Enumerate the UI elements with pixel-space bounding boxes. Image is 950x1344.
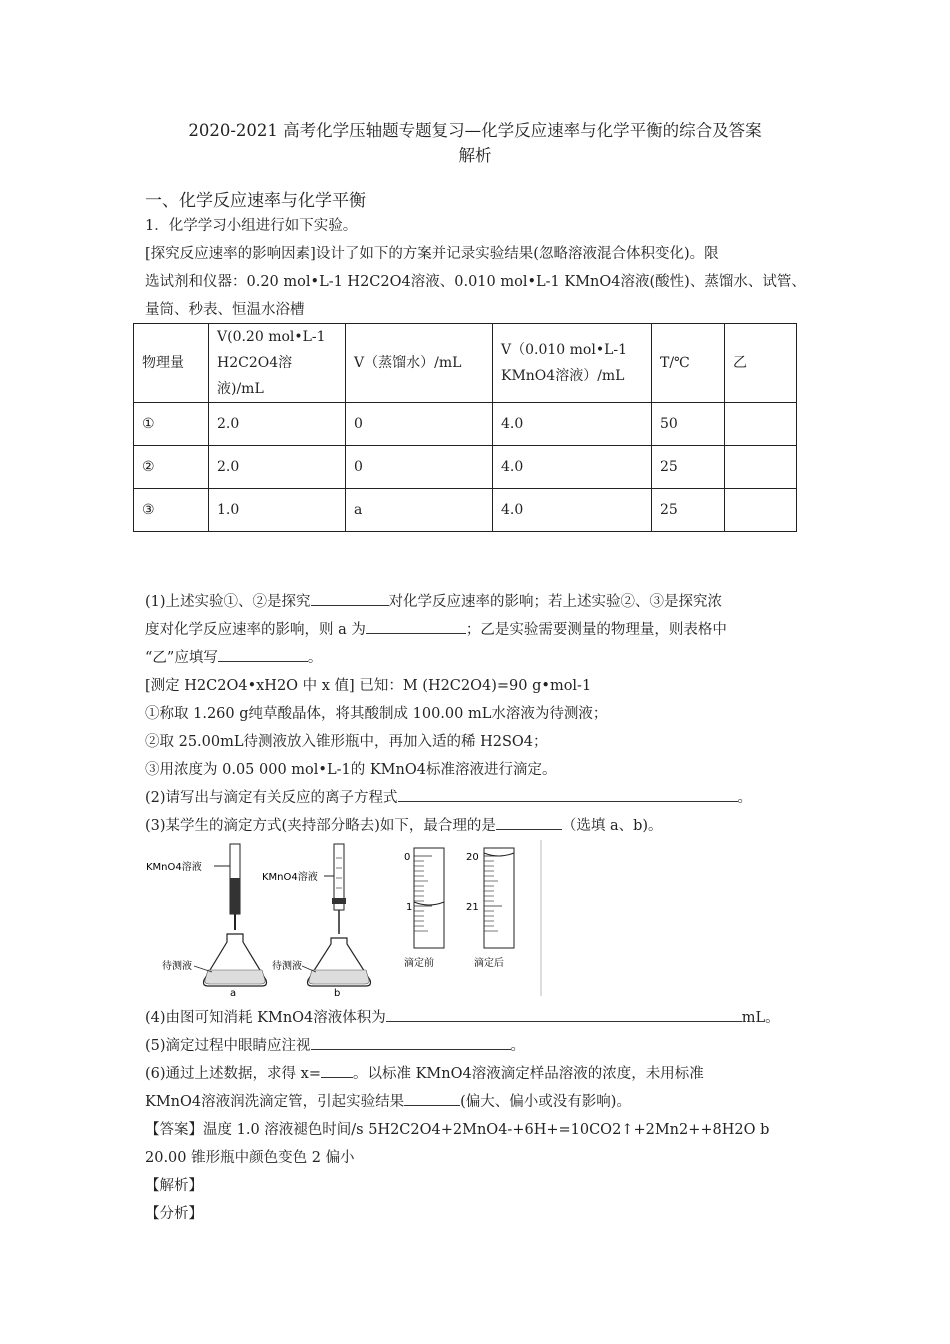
caption-before: 滴定前: [404, 958, 434, 969]
answer-blank: [366, 619, 466, 634]
text-span: (5)滴定过程中眼睛应注视: [145, 1038, 311, 1054]
question-part-1-line-2: [145, 618, 727, 639]
table-header-cell: V（0.010 mol•L-1 KMnO4溶液）/mL: [493, 324, 652, 403]
answer-blank: [496, 815, 562, 830]
table-cell: [725, 489, 797, 532]
question-part-5: [145, 1034, 525, 1055]
answer-blank: [321, 1063, 353, 1078]
label-kmno4-a: KMnO4溶液: [146, 862, 202, 873]
title-line-2: 解析: [458, 146, 492, 165]
caption-a: a: [230, 988, 237, 998]
text-span: (偏大、偏小或没有影响)。: [460, 1094, 631, 1110]
question-part-6-line-2: [145, 1090, 631, 1111]
liquid-a: [205, 970, 265, 984]
setup-a: [146, 844, 267, 998]
table-cell: ③: [134, 489, 209, 532]
setup-b: [262, 844, 371, 998]
table-cell: 25: [652, 489, 725, 532]
caption-b: b: [334, 988, 341, 998]
answer-blank: [218, 647, 308, 662]
text-span: （选填 a、b)。: [561, 818, 663, 834]
fenxi-label: 【分析】: [145, 1206, 203, 1222]
text-span: (2)请写出与滴定有关反应的离子方程式: [145, 790, 398, 806]
question-part-1-line-3: [145, 646, 322, 667]
text-span: 对化学反应速率的影响；若上述实验②、③是探究浓: [388, 594, 723, 610]
question-intro: 1．化学学习小组进行如下实验。: [145, 218, 358, 234]
table-header-cell: 物理量: [134, 324, 209, 403]
question-part-4: [145, 1006, 780, 1027]
table-cell: 2.0: [209, 403, 346, 446]
text-span: (6)通过上述数据，求得 x=: [145, 1066, 321, 1082]
answer-blank: [386, 1007, 742, 1022]
table-header-cell: V(0.20 mol•L-1 H2C2O4溶液)/mL: [209, 324, 346, 403]
section-heading: 一、化学反应速率与化学平衡: [145, 191, 366, 211]
text-span: 。: [307, 650, 323, 666]
text-span: mL。: [741, 1010, 780, 1026]
answer-line-1: 【答案】温度 1.0 溶液褪色时间/s 5H2C2O4+2MnO4-+6H+=10CO2↑+2Mn2++8H2O b: [145, 1122, 770, 1138]
table-cell: 25: [652, 446, 725, 489]
caption-after: 滴定后: [474, 958, 504, 969]
paragraph-line-2: 选试剂和仪器：0.20 mol•L-1 H2C2O4溶液、0.010 mol•L-1 KMnO4溶液(酸性)、蒸馏水、试管、: [145, 274, 806, 290]
question-part-6-line-1: [145, 1062, 704, 1083]
table-header-cell: 乙: [725, 324, 797, 403]
label-kmno4-b: KMnO4溶液: [262, 872, 318, 883]
answer-line-2: 20.00 锥形瓶中颜色变色 2 偏小: [145, 1150, 355, 1166]
answer-blank: [404, 1091, 460, 1106]
analysis-label: 【解析】: [145, 1178, 203, 1194]
text-span: (4)由图可知消耗 KMnO4溶液体积为: [145, 1010, 386, 1026]
table-cell: 4.0: [493, 489, 652, 532]
reading-before-top: 0: [404, 852, 411, 863]
text-span: 度对化学反应速率的影响，则 a 为: [145, 622, 366, 638]
liquid-b: [309, 970, 369, 984]
table-row: [134, 489, 797, 532]
table-cell: 4.0: [493, 403, 652, 446]
text-span: “乙”应填写: [145, 650, 218, 666]
answer-blank: [311, 591, 389, 606]
table-header-row: [134, 324, 797, 403]
measurement-intro: [测定 H2C2O4•xH2O 中 x 值] 已知：M (H2C2O4)=90 g•mol-1: [145, 678, 592, 694]
answer-blank: [398, 787, 738, 802]
table-cell: 0: [346, 446, 493, 489]
step-2: ②取 25.00mL待测液放入锥形瓶中，再加入适的稀 H2SO4；: [145, 734, 548, 750]
step-1: ①称取 1.260 g纯草酸晶体，将其酸制成 100.00 mL水溶液为待测液；: [145, 706, 608, 722]
title-line-1: 2020-2021 高考化学压轴题专题复习—化学反应速率与化学平衡的综合及答案: [188, 121, 762, 140]
table-row: [134, 446, 797, 489]
text-span: 。: [737, 790, 753, 806]
table-cell: ①: [134, 403, 209, 446]
reading-after-top: 20: [466, 852, 479, 863]
reading-before-bottom: 1: [406, 902, 413, 913]
burette-reading-after: [466, 848, 514, 969]
table-row: [134, 403, 797, 446]
text-span: (3)某学生的滴定方式(夹持部分略去)如下，最合理的是: [145, 818, 496, 834]
burette-a-stopcock: [230, 878, 240, 914]
table-cell: 0: [346, 403, 493, 446]
step-3: ③用浓度为 0.05 000 mol•L-1的 KMnO4标准溶液进行滴定。: [145, 762, 557, 778]
table-cell: [725, 403, 797, 446]
paragraph-line-3: 量筒、秒表、恒温水浴槽: [145, 302, 305, 318]
label-sample-a: 待测液: [162, 961, 192, 972]
document-title: [120, 118, 830, 168]
burette-b-stopcock: [332, 898, 346, 904]
table-header-cell: T/℃: [652, 324, 725, 403]
table-cell: 50: [652, 403, 725, 446]
label-sample-b: 待测液: [272, 961, 302, 972]
table-cell: [725, 446, 797, 489]
reading-after-bottom: 21: [466, 902, 479, 913]
table-cell: ②: [134, 446, 209, 489]
text-span: 。: [510, 1038, 526, 1054]
table-header-cell: V（蒸馏水）/mL: [346, 324, 493, 403]
table-cell: 2.0: [209, 446, 346, 489]
text-span: ；乙是实验需要测量的物理量，则表格中: [465, 622, 727, 638]
question-part-3: [145, 814, 663, 835]
experiment-table: [133, 323, 797, 532]
text-span: 。以标准 KMnO4溶液滴定样品溶液的浓度，未用标准: [352, 1066, 704, 1082]
text-span: (1)上述实验①、②是探究: [145, 594, 311, 610]
paragraph-line-1: [探究反应速率的影响因素]设计了如下的方案并记录实验结果(忽略溶液混合体积变化)。限: [145, 246, 719, 262]
burette-reading-before: [404, 848, 444, 969]
table-cell: a: [346, 489, 493, 532]
answer-blank: [311, 1035, 511, 1050]
question-part-2: [145, 786, 752, 807]
text-span: KMnO4溶液润洗滴定管，引起实验结果: [145, 1094, 405, 1110]
table-cell: 4.0: [493, 446, 652, 489]
question-part-1-line-1: [145, 590, 722, 611]
titration-figure: [142, 838, 542, 998]
table-cell: 1.0: [209, 489, 346, 532]
